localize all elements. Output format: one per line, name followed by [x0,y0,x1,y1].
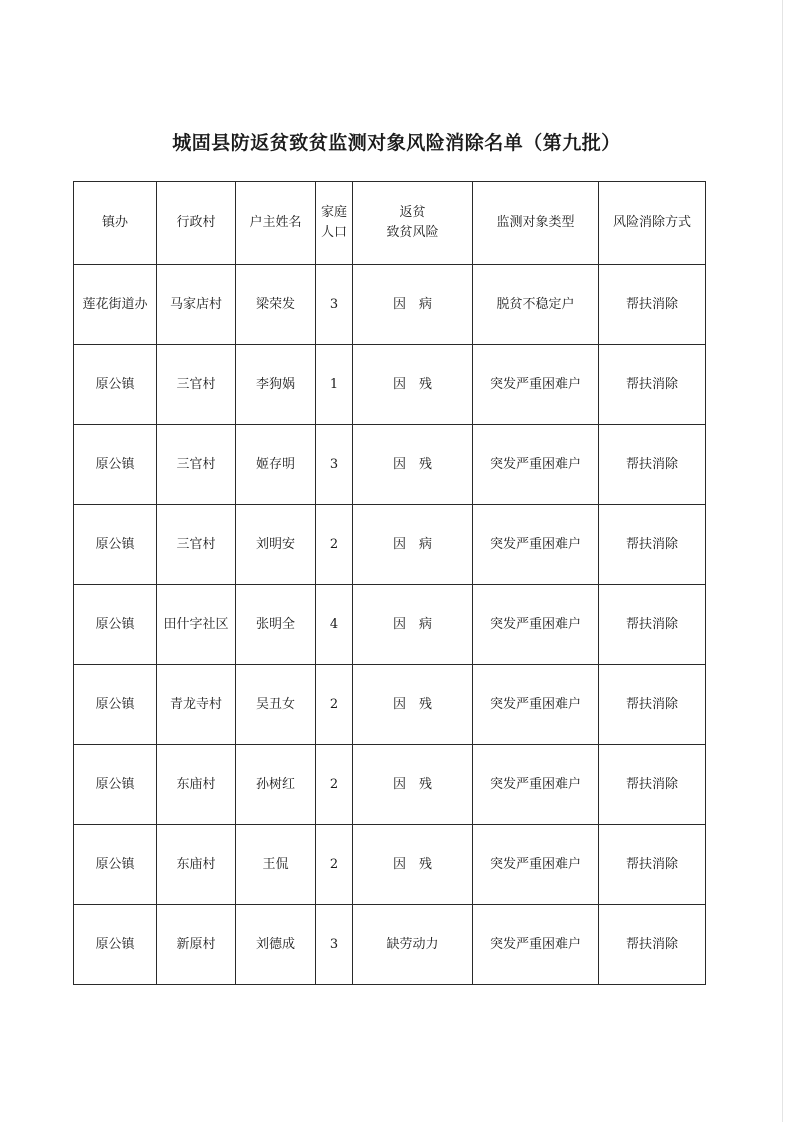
scan-edge-line [782,0,783,1122]
table-row [74,745,706,825]
cell-elimination-method: 帮扶消除 [599,345,706,425]
cell-family-size: 2 [316,825,353,905]
table-row [74,585,706,665]
cell-town: 原公镇 [74,345,157,425]
cell-householder: 王侃 [236,825,316,905]
cell-family-size: 4 [316,585,353,665]
cell-village: 马家店村 [157,265,236,345]
cell-householder: 刘明安 [236,505,316,585]
cell-town: 原公镇 [74,905,157,985]
cell-monitor-type: 突发严重困难户 [473,345,599,425]
header-risk-line2: 致贫风险 [386,225,439,240]
cell-risk: 因 残 [353,665,473,745]
cell-risk: 因 残 [353,825,473,905]
header-risk-line1: 返贫 [399,205,426,220]
table-row [74,825,706,905]
cell-householder: 张明全 [236,585,316,665]
cell-village: 东庙村 [157,745,236,825]
cell-town: 原公镇 [74,665,157,745]
page-title: 城固县防返贫致贫监测对象风险消除名单（第九批） [172,132,621,154]
header-family-size-line2: 人口 [320,225,347,240]
cell-family-size: 3 [316,265,353,345]
cell-elimination-method: 帮扶消除 [599,665,706,745]
table-row [74,345,706,425]
cell-town: 原公镇 [74,825,157,905]
cell-town: 莲花街道办 [74,265,157,345]
cell-monitor-type: 突发严重困难户 [473,825,599,905]
cell-elimination-method: 帮扶消除 [599,505,706,585]
cell-monitor-type: 突发严重困难户 [473,905,599,985]
header-village: 行政村 [157,182,236,265]
cell-family-size: 2 [316,665,353,745]
cell-risk: 因 病 [353,265,473,345]
table-row [74,665,706,745]
table-row [74,425,706,505]
cell-elimination-method: 帮扶消除 [599,745,706,825]
cell-monitor-type: 突发严重困难户 [473,585,599,665]
cell-village: 新原村 [157,905,236,985]
cell-village: 三官村 [157,505,236,585]
table-row [74,905,706,985]
cell-family-size: 3 [316,425,353,505]
header-family-size-line1: 家庭 [320,205,347,220]
cell-town: 原公镇 [74,425,157,505]
cell-town: 原公镇 [74,745,157,825]
header-householder: 户主姓名 [236,182,316,265]
cell-elimination-method: 帮扶消除 [599,825,706,905]
cell-risk: 因 残 [353,345,473,425]
cell-town: 原公镇 [74,585,157,665]
cell-town: 原公镇 [74,505,157,585]
cell-householder: 刘德成 [236,905,316,985]
cell-family-size: 2 [316,745,353,825]
header-elimination-method: 风险消除方式 [599,182,706,265]
cell-monitor-type: 突发严重困难户 [473,745,599,825]
cell-family-size: 3 [316,905,353,985]
cell-monitor-type: 脱贫不稳定户 [473,265,599,345]
cell-elimination-method: 帮扶消除 [599,425,706,505]
cell-risk: 缺劳动力 [353,905,473,985]
header-family-size [316,182,353,265]
table-row [74,505,706,585]
cell-elimination-method: 帮扶消除 [599,265,706,345]
risk-elimination-table [73,181,706,985]
cell-monitor-type: 突发严重困难户 [473,425,599,505]
cell-risk: 因 残 [353,425,473,505]
cell-risk: 因 病 [353,585,473,665]
cell-village: 田什字社区 [157,585,236,665]
cell-monitor-type: 突发严重困难户 [473,665,599,745]
cell-family-size: 2 [316,505,353,585]
cell-householder: 吴丑女 [236,665,316,745]
cell-householder: 李狗娲 [236,345,316,425]
table-row [74,265,706,345]
cell-householder: 孙树红 [236,745,316,825]
header-town: 镇办 [74,182,157,265]
cell-village: 青龙寺村 [157,665,236,745]
cell-householder: 姬存明 [236,425,316,505]
cell-family-size: 1 [316,345,353,425]
header-monitor-type: 监测对象类型 [473,182,599,265]
cell-risk: 因 残 [353,745,473,825]
cell-risk: 因 病 [353,505,473,585]
cell-elimination-method: 帮扶消除 [599,585,706,665]
table-header-row [74,182,706,265]
cell-householder: 梁荣发 [236,265,316,345]
header-risk [353,182,473,265]
cell-village: 三官村 [157,425,236,505]
cell-monitor-type: 突发严重困难户 [473,505,599,585]
cell-elimination-method: 帮扶消除 [599,905,706,985]
cell-village: 三官村 [157,345,236,425]
cell-village: 东庙村 [157,825,236,905]
